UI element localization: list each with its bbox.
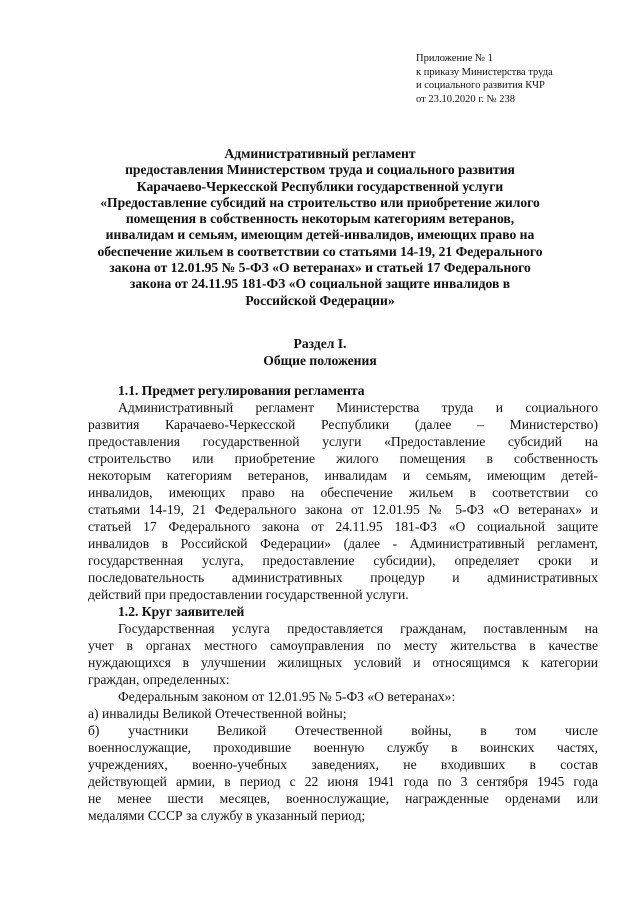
title-line: Административный регламент xyxy=(224,146,416,161)
title-line: Карачаево-Черкесской Республики государственной услуги xyxy=(136,178,504,194)
body-line: действующей армии, в период с 22 июня 1941 года по 3 сентября 1945 года xyxy=(88,774,598,789)
appendix-line: и социального развития КЧР xyxy=(416,80,545,91)
body-line: строительство или приобретение жилого помещения в собственность xyxy=(88,451,598,466)
title-line: обеспечение жильем в соответствии со статьями 14-19, 21 Федерального xyxy=(97,243,543,259)
title-line: помещения в собственность некоторым категориям ветеранов, xyxy=(125,211,515,227)
body-line: статьями 14-19, 21 Федерального закона от 12.01.95 № 5-ФЗ «О ветеранах» и xyxy=(88,502,598,517)
body-line: не менее шести месяцев, военнослужащие, награжденные орденами или xyxy=(88,791,598,806)
title-line: Российской Федерации» xyxy=(245,292,395,308)
body-line: учет в органах местного самоуправления по месту жительства в качестве xyxy=(88,638,598,653)
body-line: Государственная услуга предоставляется гражданам, поставленным на xyxy=(118,621,598,636)
body-line: Федеральным законом от 12.01.95 № 5-ФЗ «О ветеранах»: xyxy=(118,689,456,704)
document-title xyxy=(60,146,580,309)
body-line: медалями СССР за службу в указанный период; xyxy=(88,808,366,823)
appendix-note xyxy=(416,52,553,106)
subsection-heading: 1.1. Предмет регулирования регламента xyxy=(118,383,365,398)
body-line: Административный регламент Министерства труда и социального xyxy=(118,400,598,415)
body-line: инвалидов в Российской Федерации» (далее - Административный регламент, xyxy=(88,536,598,551)
body-line: военнослужащие, проходившие военную службу в воинских частях, xyxy=(88,740,598,755)
title-line: закона от 12.01.95 № 5-ФЗ «О ветеранах» и статьей 17 Федерального xyxy=(109,260,531,276)
subsection-heading: 1.2. Круг заявителей xyxy=(118,604,245,619)
appendix-line: от 23.10.2020 г. № 238 xyxy=(416,93,515,105)
body-line: предоставления государственной услуги «Предоставление субсидий на xyxy=(88,434,598,449)
body-line: нуждающихся в улучшении жилищных условий и относящимся к категории xyxy=(88,655,598,670)
title-line: предоставления Министерством труда и социального развития xyxy=(125,162,515,178)
title-line: «Предоставление субсидий на строительство или приобретение жилого xyxy=(100,194,540,210)
body-line: статьей 17 Федерального закона от 24.11.95 181-ФЗ «О социальной защите xyxy=(88,519,598,534)
body-line: б) участники Великой Отечественной войны, в том числе xyxy=(88,723,598,738)
body-line: учреждениях, военно-учебных заведениях, не входивших в состав xyxy=(88,757,598,772)
body-line: граждан, определенных: xyxy=(88,672,230,687)
document-body xyxy=(88,382,598,824)
body-line: последовательность административных процедур и административных xyxy=(88,570,598,585)
body-line: некоторым категориям ветеранов, инвалидам и семьям, имеющим детей- xyxy=(88,468,598,483)
title-line: инвалидам и семьям, имеющим детей-инвалидов, имеющих право на xyxy=(105,227,535,243)
section-number: Раздел I. xyxy=(293,336,347,351)
body-line: государственная услуга, предоставление субсидии), определяет сроки и xyxy=(88,553,598,568)
section-heading xyxy=(60,335,580,369)
section-name: Общие положения xyxy=(263,353,377,368)
appendix-line: Приложение № 1 xyxy=(416,53,493,64)
body-line: инвалидов, имеющих право на обеспечение жильем в соответствии со xyxy=(88,485,598,500)
body-line: а) инвалиды Великой Отечественной войны; xyxy=(88,706,347,721)
appendix-line: к приказу Министерства труда xyxy=(416,66,553,78)
body-line: развития Карачаево-Черкесской Республики (далее – Министерство) xyxy=(88,417,598,432)
title-line: закона от 24.11.95 181-ФЗ «О социальной защите инвалидов в xyxy=(129,276,511,292)
body-line: действий при предоставлении государственной услуги. xyxy=(88,587,409,602)
